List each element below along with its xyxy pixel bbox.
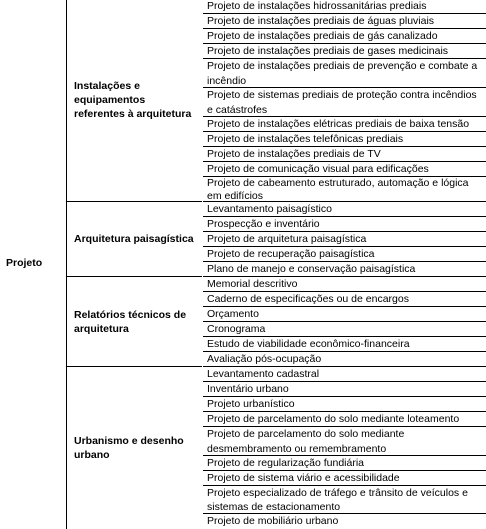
table-row: Projeto de recuperação paisagística (203, 247, 486, 262)
group-cell (67, 367, 202, 529)
table-row: Prospecção e inventário (203, 217, 486, 232)
table-row: Projeto de regularização fundiária (203, 456, 486, 471)
section-label: Projeto (6, 257, 43, 269)
table-row: Cronograma (203, 322, 486, 337)
table-row: Avaliação pós-ocupação (203, 352, 486, 367)
table-row: Projeto de instalações prediais de prevenção e combate a incêndio (203, 59, 486, 88)
table-row: Projeto de parcelamento do solo mediante desmembramento ou remembramento (203, 427, 486, 456)
table-row: Projeto de instalações hidrossanitárias prediais (203, 0, 486, 14)
table-row: Projeto de mobiliário urbano (207, 515, 339, 527)
group-cell (67, 202, 202, 277)
table-row: Projeto de sistema viário e acessibilidade (203, 471, 486, 486)
table-row: Levantamento paisagístico (203, 202, 486, 217)
table-row: Levantamento cadastral (203, 367, 486, 382)
table-row: Projeto de instalações prediais de gases medicinais (203, 44, 486, 59)
table-row: Projeto de sistemas prediais de proteção contra incêndios e catástrofes (203, 88, 486, 117)
table-row: Projeto de instalações elétricas prediais de baixa tensão (203, 117, 486, 132)
table-row: Inventário urbano (203, 382, 486, 397)
table-row: Caderno de especificações ou de encargos (203, 292, 486, 307)
table-row: Projeto de instalações prediais de gás canalizado (203, 29, 486, 44)
table-row: Projeto de comunicação visual para edificações (203, 162, 486, 177)
table-row: Orçamento (203, 307, 486, 322)
group-label: Urbanismo e desenho urbano (74, 435, 184, 461)
table-row: Memorial descritivo (203, 277, 486, 292)
table-row: Projeto de parcelamento do solo mediante loteamento (203, 412, 486, 427)
table-row: Projeto de instalações telefônicas prediais (203, 132, 486, 147)
group-label: Relatórios técnicos de arquitetura (74, 308, 187, 335)
table-row: Projeto urbanístico (203, 397, 486, 412)
table-row: Projeto de instalações prediais de TV (203, 147, 486, 162)
group-label: Arquitetura paisagística (74, 233, 194, 245)
table-row: Projeto de cabeamento estruturado, automação e lógica em edifícios (203, 177, 486, 202)
table-row: Estudo de viabilidade econômico-financeira (203, 337, 486, 352)
table-row: Projeto de arquitetura paisagística (203, 232, 486, 247)
section-column (0, 0, 67, 529)
table-row: Plano de manejo e conservação paisagística (203, 262, 486, 277)
table-row: Projeto de instalações prediais de águas pluviais (203, 14, 486, 29)
group-label: Instalações e equipamentos referentes à arquitetura (74, 80, 192, 120)
group-cell (67, 277, 202, 367)
table-row: Projeto especializado de tráfego e trânsito de veículos e sistemas de estacionamento (203, 486, 486, 514)
group-cell (67, 0, 202, 202)
